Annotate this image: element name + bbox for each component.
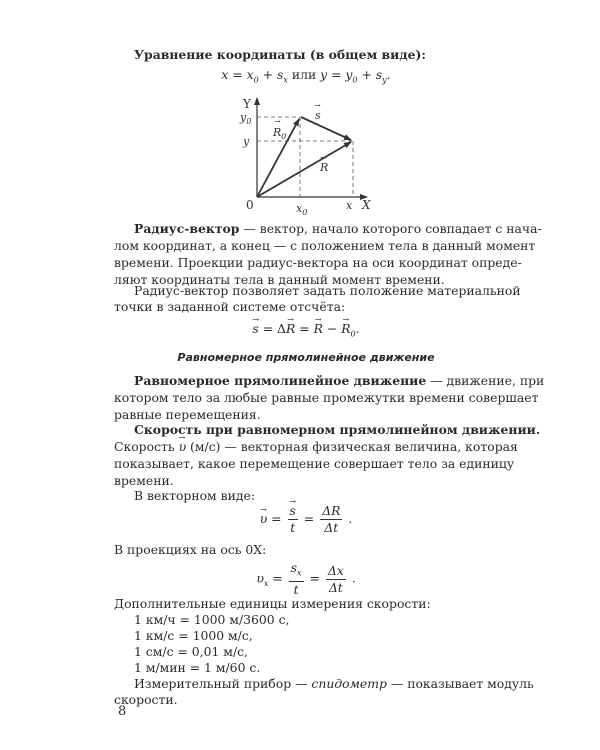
- radius-vector-para2-line: Радиус-вектор позволяет задать положение материальной: [134, 283, 521, 298]
- unit-item: 1 м/мин = 1 м/60 с.: [134, 660, 261, 675]
- radius-vector-def-line: ляют координаты тела в данный момент времени.: [114, 272, 445, 287]
- units-label: Дополнительные единицы измерения скорости:: [114, 596, 431, 611]
- svg-text:→: →: [314, 101, 321, 110]
- velocity-vector-formula: → υ = → $\frac{s}{t}$ = $\frac{\Delta R}{\Delta t}$ .: [114, 503, 498, 537]
- vector-form-label: В векторном виде:: [134, 488, 256, 503]
- coordinate-equation-title: Уравнение координаты (в общем виде):: [134, 47, 426, 62]
- radius-vector-def-line: времени. Проекции радиус-вектора на оси координат опреде-: [114, 255, 522, 270]
- speed-title: Скорость при равномерном прямолинейном движении.: [134, 422, 541, 437]
- svg-text:Y: Y: [243, 97, 251, 111]
- svg-text:→: →: [320, 153, 327, 162]
- speed-def-line: показывает, какое перемещение совершает тело за единицу: [114, 456, 515, 471]
- svg-text:X: X: [362, 198, 371, 212]
- velocity-projection-formula: $\upsilon_x$ = $\frac{s_x}{t}$ = $\frac{\Delta x}{\Delta t}$ .: [256, 560, 356, 598]
- radius-vector-def-line: лом координат, а конец — с положением тела в данный момент: [114, 238, 536, 253]
- svg-text:y0: $y_0$: [240, 111, 252, 126]
- instrument-line: Измерительный прибор — спидометр — показывает модуль: [134, 676, 534, 691]
- projection-label: В проекциях на ось 0X:: [114, 542, 267, 557]
- svg-text:R: R: [320, 161, 329, 174]
- uniform-motion-def-line: равные перемещения.: [114, 407, 261, 422]
- unit-item: 1 км/ч = 1000 м/3600 с,: [134, 612, 290, 627]
- speed-def-line: Скорость → υ (м/с) — векторная физическая величина, которая: [114, 439, 498, 455]
- page-number: 8: [118, 704, 127, 719]
- svg-text:→: →: [274, 117, 281, 126]
- radius-vector-para2-line: точки в заданной системе отсчёта:: [114, 299, 346, 314]
- uniform-motion-def-line: Равномерное прямолинейное движение — движение, при: [134, 373, 545, 388]
- uniform-motion-def-line: котором тело за любые равные промежутки времени совершает: [114, 390, 539, 405]
- svg-text:R0: $R_0$: [273, 126, 287, 141]
- unit-item: 1 см/с = 0,01 м/с,: [134, 644, 248, 659]
- svg-text:0: 0: [246, 198, 254, 212]
- speed-def-line: времени.: [114, 473, 174, 488]
- displacement-formula: → s = Δ→ R = → R − → $R_0$.: [114, 321, 498, 342]
- radius-vector-def-line: Радиус-вектор — вектор, начало которого совпадает с нача-: [134, 221, 542, 236]
- svg-text:x0: $x_0$: [296, 202, 308, 217]
- section-heading: Равномерное прямолинейное движение: [177, 351, 435, 364]
- unit-item: 1 км/с = 1000 м/с,: [134, 628, 253, 643]
- coordinate-equation-formula: $x = x_0 + s_x$ или $y = y_0 + s_y$.: [221, 67, 391, 85]
- instrument-line: скорости.: [114, 692, 178, 707]
- vector-s: [301, 117, 351, 140]
- svg-text:s: s: [315, 109, 321, 122]
- svg-text:x: x: [346, 199, 353, 212]
- svg-text:y: y: [243, 135, 250, 148]
